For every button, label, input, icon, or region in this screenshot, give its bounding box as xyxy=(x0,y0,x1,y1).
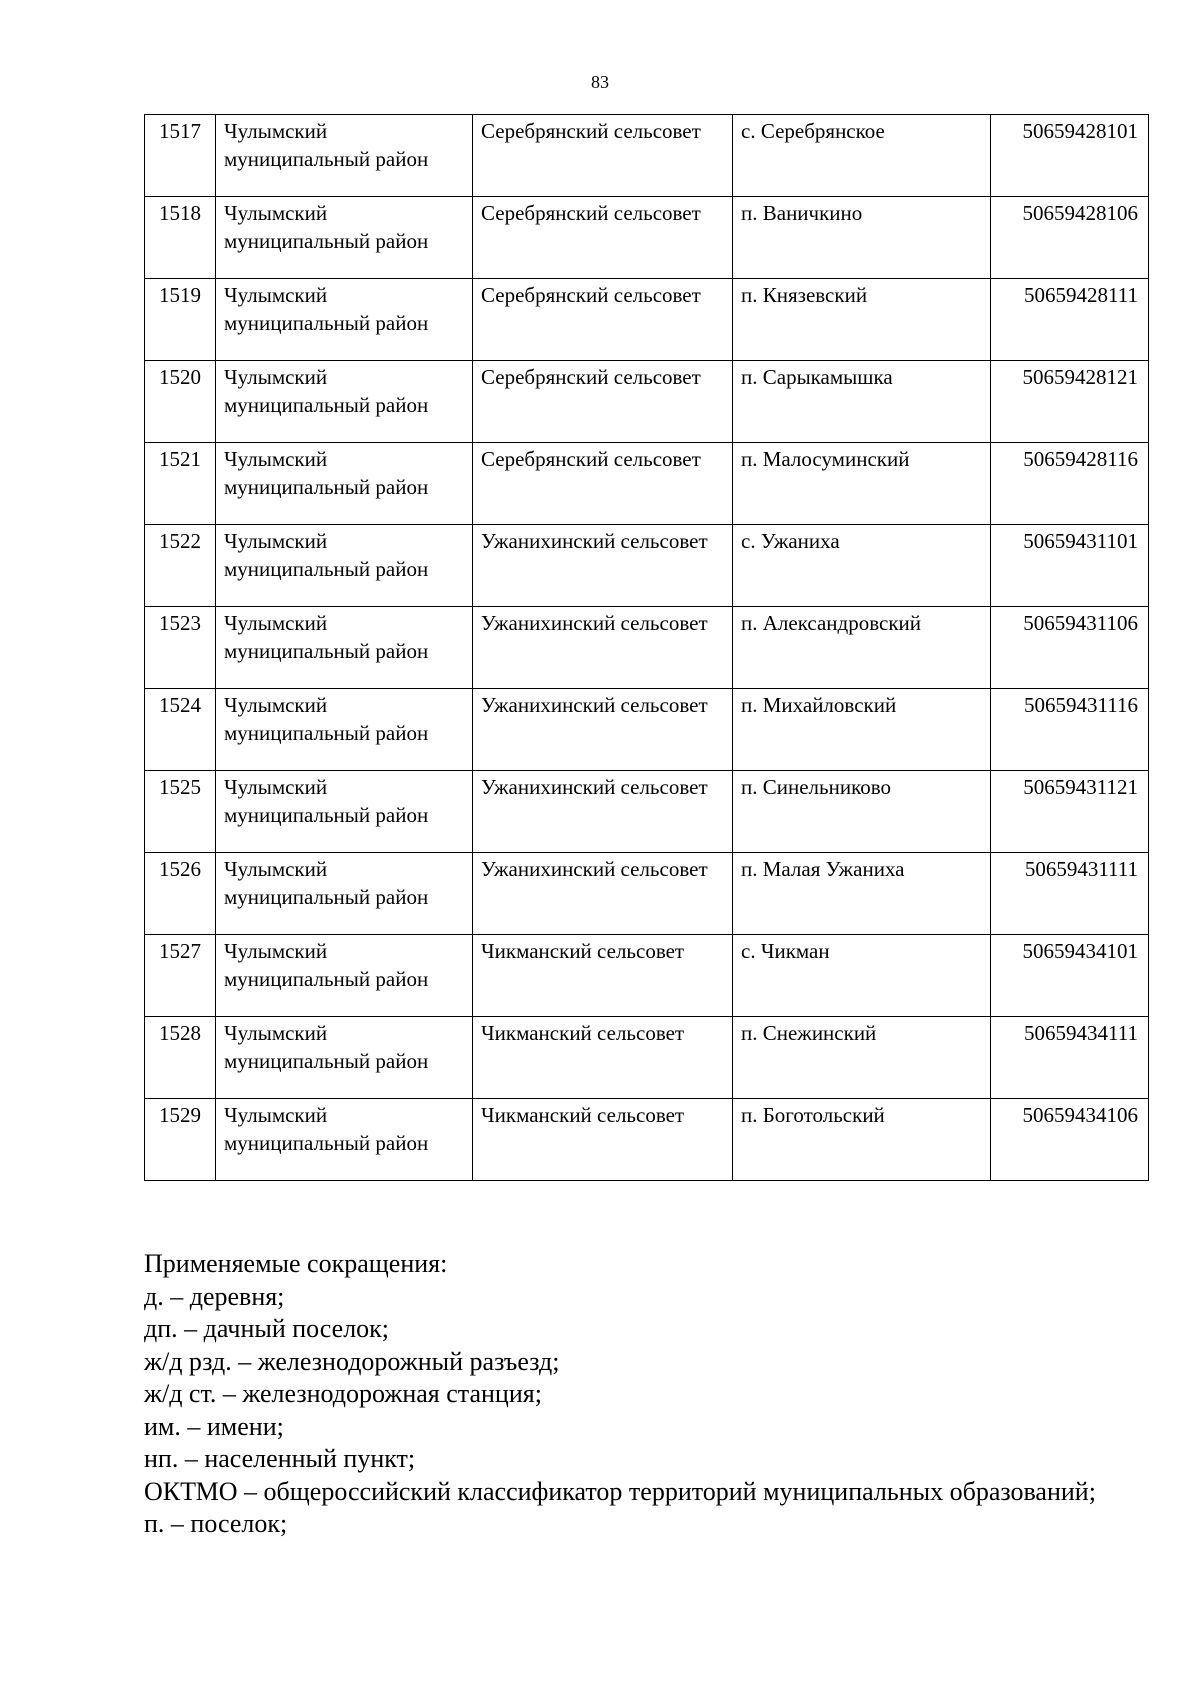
district-cell: Чулымский муниципальный район xyxy=(216,443,473,525)
abbreviations-heading: Применяемые сокращения: xyxy=(144,1249,448,1278)
oktmo-code-cell: 50659431121 xyxy=(991,771,1149,853)
table-row xyxy=(145,525,1149,607)
council-cell: Серебрянский сельсовет xyxy=(473,197,733,279)
settlement-cell: п. Малая Ужаниха xyxy=(733,853,991,935)
page-number: 83 xyxy=(591,72,609,92)
row-number-cell: 1523 xyxy=(145,607,216,689)
oktmo-code-cell: 50659428111 xyxy=(991,279,1149,361)
settlement-cell: п. Сарыкамышка xyxy=(733,361,991,443)
settlement-cell: п. Князевский xyxy=(733,279,991,361)
council-cell: Серебрянский сельсовет xyxy=(473,443,733,525)
abbreviation-item: им. – имени; xyxy=(144,1411,284,1441)
abbreviation-item: ОКТМО – общероссийский классификатор территорий муниципальных образований; xyxy=(144,1476,1096,1506)
row-number-cell: 1524 xyxy=(145,689,216,771)
row-number-cell: 1520 xyxy=(145,361,216,443)
abbreviation-item: дп. – дачный поселок; xyxy=(144,1314,390,1343)
row-number-cell: 1525 xyxy=(145,771,216,853)
table-row xyxy=(145,1099,1149,1181)
abbreviation-item: д. – деревня; xyxy=(144,1281,285,1311)
council-cell: Чикманский сельсовет xyxy=(473,935,733,1017)
settlement-cell: с. Чикман xyxy=(733,935,991,1017)
settlement-cell: с. Ужаниха xyxy=(733,525,991,607)
table-row xyxy=(145,607,1149,689)
row-number-cell: 1518 xyxy=(145,197,216,279)
row-number-cell: 1528 xyxy=(145,1017,216,1099)
council-cell: Ужанихинский сельсовет xyxy=(473,853,733,935)
table-row xyxy=(145,197,1149,279)
oktmo-code-cell: 50659428101 xyxy=(991,115,1149,197)
council-cell: Серебрянский сельсовет xyxy=(473,279,733,361)
oktmo-code-cell: 50659428121 xyxy=(991,361,1149,443)
settlement-cell: п. Александровский xyxy=(733,607,991,689)
district-cell: Чулымский муниципальный район xyxy=(216,853,473,935)
council-cell: Чикманский сельсовет xyxy=(473,1099,733,1181)
row-number-cell: 1521 xyxy=(145,443,216,525)
oktmo-code-cell: 50659434111 xyxy=(991,1017,1149,1099)
district-cell: Чулымский муниципальный район xyxy=(216,771,473,853)
row-number-cell: 1527 xyxy=(145,935,216,1017)
district-cell: Чулымский муниципальный район xyxy=(216,689,473,771)
settlement-cell: п. Снежинский xyxy=(733,1017,991,1099)
abbreviation-item: ж/д ст. – железнодорожная станция; xyxy=(144,1379,542,1408)
oktmo-code-cell: 50659434106 xyxy=(991,1099,1149,1181)
district-cell: Чулымский муниципальный район xyxy=(216,361,473,443)
table-row xyxy=(145,361,1149,443)
table-row xyxy=(145,1017,1149,1099)
abbreviation-item: ж/д рзд. – железнодорожный разъезд; xyxy=(144,1346,560,1376)
settlement-cell: п. Михайловский xyxy=(733,689,991,771)
table-row xyxy=(145,115,1149,197)
district-cell: Чулымский муниципальный район xyxy=(216,935,473,1017)
oktmo-code-cell: 50659431106 xyxy=(991,607,1149,689)
council-cell: Серебрянский сельсовет xyxy=(473,115,733,197)
district-cell: Чулымский муниципальный район xyxy=(216,607,473,689)
settlement-cell: с. Серебрянское xyxy=(733,115,991,197)
settlement-cell: п. Синельниково xyxy=(733,771,991,853)
row-number-cell: 1526 xyxy=(145,853,216,935)
council-cell: Ужанихинский сельсовет xyxy=(473,771,733,853)
council-cell: Ужанихинский сельсовет xyxy=(473,607,733,689)
council-cell: Серебрянский сельсовет xyxy=(473,361,733,443)
row-number-cell: 1519 xyxy=(145,279,216,361)
table-row xyxy=(145,689,1149,771)
abbreviation-item: п. – поселок; xyxy=(144,1509,288,1538)
council-cell: Ужанихинский сельсовет xyxy=(473,525,733,607)
abbreviation-item: нп. – населенный пункт; xyxy=(144,1444,416,1473)
oktmo-code-cell: 50659431111 xyxy=(991,853,1149,935)
district-cell: Чулымский муниципальный район xyxy=(216,197,473,279)
settlement-cell: п. Боготольский xyxy=(733,1099,991,1181)
settlement-cell: п. Малосуминский xyxy=(733,443,991,525)
oktmo-code-cell: 50659431101 xyxy=(991,525,1149,607)
abbreviations-section xyxy=(144,1248,1147,1541)
table-row xyxy=(145,771,1149,853)
district-cell: Чулымский муниципальный район xyxy=(216,1099,473,1181)
district-cell: Чулымский муниципальный район xyxy=(216,279,473,361)
row-number-cell: 1522 xyxy=(145,525,216,607)
oktmo-code-cell: 50659428116 xyxy=(991,443,1149,525)
table-body xyxy=(145,115,1149,1181)
row-number-cell: 1517 xyxy=(145,115,216,197)
table-row xyxy=(145,853,1149,935)
row-number-cell: 1529 xyxy=(145,1099,216,1181)
table-row xyxy=(145,935,1149,1017)
oktmo-code-cell: 50659434101 xyxy=(991,935,1149,1017)
settlement-cell: п. Ваничкино xyxy=(733,197,991,279)
district-cell: Чулымский муниципальный район xyxy=(216,115,473,197)
table-row xyxy=(145,279,1149,361)
oktmo-code-cell: 50659428106 xyxy=(991,197,1149,279)
settlements-table xyxy=(144,114,1149,1181)
district-cell: Чулымский муниципальный район xyxy=(216,1017,473,1099)
oktmo-code-cell: 50659431116 xyxy=(991,689,1149,771)
council-cell: Чикманский сельсовет xyxy=(473,1017,733,1099)
district-cell: Чулымский муниципальный район xyxy=(216,525,473,607)
council-cell: Ужанихинский сельсовет xyxy=(473,689,733,771)
table-row xyxy=(145,443,1149,525)
